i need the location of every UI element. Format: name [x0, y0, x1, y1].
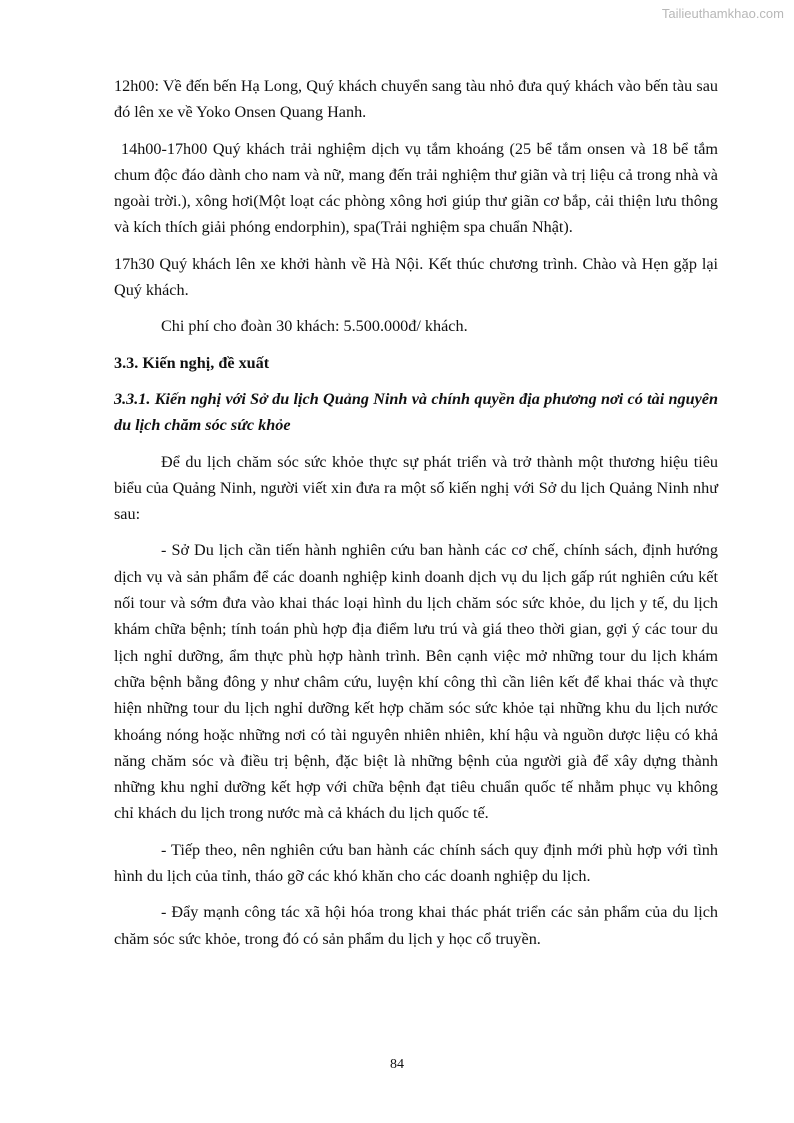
paragraph-cost: Chi phí cho đoàn 30 khách: 5.500.000đ/ khách.	[161, 317, 468, 336]
paragraph-recommendation-2: - Tiếp theo, nên nghiên cứu ban hành các chính sách quy định mới phù hợp với tình hình du lịch của tỉnh, tháo gỡ các khó khăn cho các doanh nghiệp du lịch.	[114, 840, 718, 886]
watermark-text: Tailieuthamkhao.com	[661, 6, 784, 21]
paragraph-arrival: 12h00: Về đến bến Hạ Long, Quý khách chuyển sang tàu nhỏ đưa quý khách vào bến tàu sau đó lên xe về Yoko Onsen Quang Hanh.	[114, 77, 718, 122]
paragraph-onsen-experience: 14h00-17h00 Quý khách trải nghiệm dịch vụ tắm khoáng (25 bể tắm onsen và 18 bể tắm chum độc đáo dành cho nam và nữ, mang đến trải nghiệm thư giãn và trị liệu cả trong nhà và ngoài trời.), xông hơi(Một loạt các phòng xông hơi giúp thư giãn cơ bắp, cải thiện lưu thông và kích thích giải phóng endorphin), spa(Trải nghiệm spa chuẩn Nhật).	[114, 139, 718, 237]
subsection-heading: 3.3.1. Kiến nghị với Sở du lịch Quảng Ninh và chính quyền địa phương nơi có tài nguyên du lịch chăm sóc sức khỏe	[114, 389, 718, 435]
paragraph-recommendation-3: - Đẩy mạnh công tác xã hội hóa trong khai thác phát triển các sản phẩm của du lịch chăm sóc sức khỏe, trong đó có sản phẩm du lịch y học cổ truyền.	[114, 903, 718, 948]
page-number: 84	[390, 1057, 404, 1072]
section-heading: 3.3. Kiến nghị, đề xuất	[114, 353, 270, 372]
paragraph-departure: 17h30 Quý khách lên xe khởi hành về Hà Nội. Kết thúc chương trình. Chào và Hẹn gặp lại Quý khách.	[114, 254, 718, 300]
paragraph-intro-recommendations: Để du lịch chăm sóc sức khỏe thực sự phát triển và trở thành một thương hiệu tiêu biểu của Quảng Ninh, người viết xin đưa ra một số kiến nghị với Sở du lịch Quảng Ninh như sau:	[114, 452, 718, 524]
paragraph-recommendation-1: - Sở Du lịch cần tiến hành nghiên cứu ban hành các cơ chế, chính sách, định hướng dịch vụ và sản phẩm để các doanh nghiệp kinh doanh dịch vụ du lịch gấp rút nghiên cứu kết nối tour và sớm đưa vào khai thác loại hình du lịch chăm sóc sức khỏe, du lịch y tế, du lịch khám chữa bệnh; tính toán phù hợp địa điểm lưu trú và giá theo thời gian, gợi ý các tour du lịch nghỉ dưỡng, ẩm thực phù hợp hành trình. Bên cạnh việc mở những tour du lịch khám chữa bệnh bằng đông y như châm cứu, luyện khí công thì cần liên kết để khai thác và thực hiện những tour du lịch nghỉ dưỡng kết hợp chăm sóc sức khỏe tại những khu du lịch nước khoáng nóng hoặc những nơi có tài nguyên nhiên nhiên, khí hậu và nguồn dược liệu có khả năng chăm sóc và điều trị bệnh, đặc biệt là những bệnh của người già để xây dựng thành những khu nghỉ dưỡng kết hợp với chữa bệnh đạt tiêu chuẩn quốc tế nhằm phục vụ không chỉ khách du lịch trong nước mà cả khách du lịch quốc tế.	[114, 541, 718, 823]
document-body	[114, 73, 718, 962]
